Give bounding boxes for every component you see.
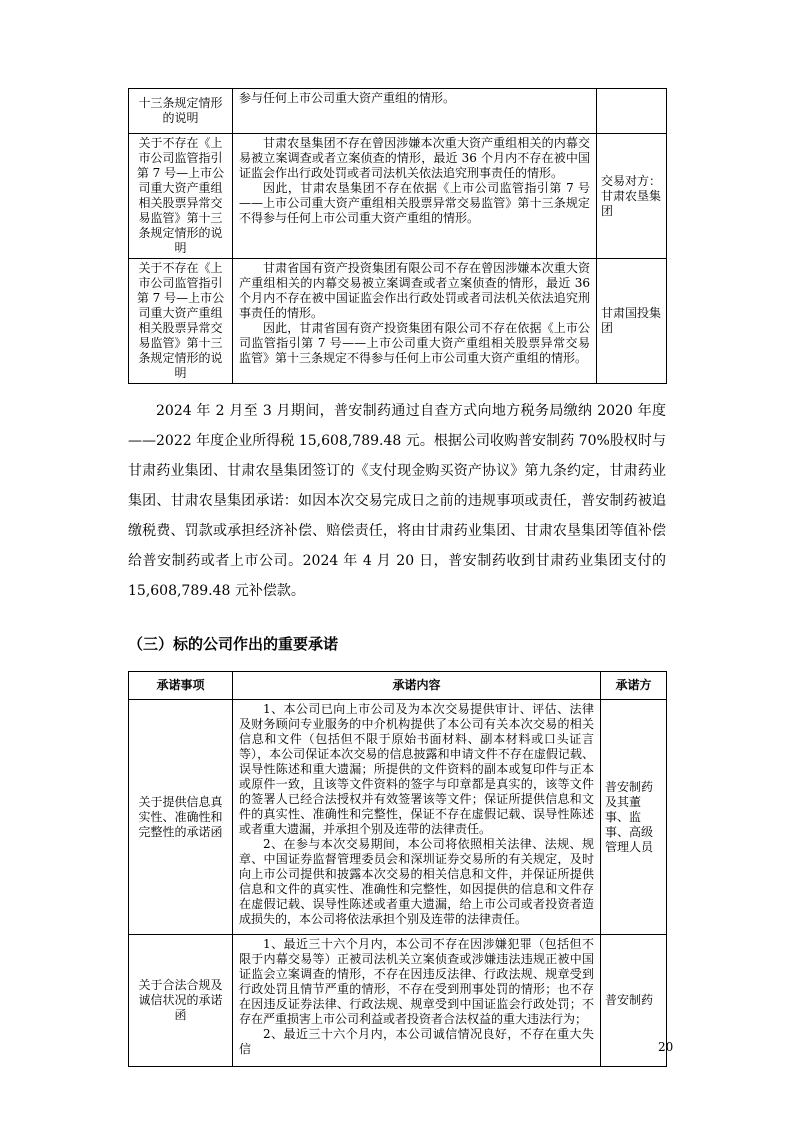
target-company-commitments-table bbox=[128, 671, 667, 1067]
commitment-party-cell bbox=[601, 700, 667, 935]
commitment-party-label: 普安制药 bbox=[605, 993, 654, 1007]
commitment-paragraph: 甘肃农垦集团不存在曾因涉嫌本次重大资产重组相关的内幕交易被立案调查或者立案侦查的情形，最近 36 个月内不存在被中国证监会作出行政处罚或者司法机关依法追究刑事责任的情形。 bbox=[239, 136, 590, 180]
commitment-paragraph: 因此，甘肃农垦集团不存在依据《上市公司监管指引第 7 号——上市公司重大资产重组相关股票异常交易监管》第十三条规定不得参与任何上市公司重大资产重组的情形。 bbox=[239, 181, 590, 225]
table-row bbox=[129, 259, 667, 384]
commitment-party-cell bbox=[601, 935, 667, 1067]
commitment-party-cell bbox=[597, 134, 667, 259]
commitment-paragraph: 因此，甘肃省国有资产投资集团有限公司不存在依据《上市公司监管指引第 7 号——上市公司重大资产重组相关股票异常交易监管》第十三条规定不得参与任何上市公司重大资产重组的情形。 bbox=[239, 321, 590, 365]
commitment-item-label: 十三条规定情形的说明 bbox=[138, 96, 223, 125]
commitment-party-label: 甘肃国投集团 bbox=[601, 306, 662, 335]
header-commitment-content: 承诺内容 bbox=[233, 672, 601, 700]
commitment-paragraph: 2、在参与本次交易期间，本公司将依照相关法律、法规、规章、中国证券监督管理委员会和深圳证券交易所的有关规定，及时向上市公司提供和披露本次交易的相关信息和文件，并保证所提供信息和文件的真实性、准确性和完整性，如因提供的信息和文件存在虚假记载、误导性陈述或者重大遗漏，给上市公司或者投资者造成损失的，本公司将依法承担个别及连带的法律责任。 bbox=[239, 837, 594, 926]
commitment-content-cell bbox=[233, 89, 597, 134]
commitment-party-cell bbox=[597, 259, 667, 384]
commitment-party-label: 交易对方：甘肃农垦集团 bbox=[601, 173, 662, 218]
page-number: 20 bbox=[658, 1040, 674, 1054]
commitment-content-cell bbox=[233, 134, 597, 259]
commitment-item-label: 关于不存在《上市公司监管指引第 7 号—上市公司重大资产重组相关股票异常交易监管》第十三条规定情形的说明 bbox=[136, 136, 225, 255]
commitment-item-cell bbox=[129, 700, 233, 935]
tax-compensation-paragraph: 2024 年 2 月至 3 月期间，普安制药通过自查方式向地方税务局缴纳 2020 年度——2022 年度企业所得税 15,608,789.48 元。根据公司收购普安制药 70%股权时与甘肃药业集团、甘肃农垦集团签订的《支付现金购买资产协议》第九条约定，甘肃药业集团、甘肃农垦集团承诺：如因本次交易完成日之前的违规事项或责任，普安制药被追缴税费、罚款或承担经济补偿、赔偿责任，将由甘肃药业集团、甘肃农垦集团等值补偿给普安制药或者上市公司。2024 年 4 月 20 日，普安制药收到甘肃药业集团支付的 15,608,789.48 元补偿款。 bbox=[128, 403, 666, 599]
commitment-item-label: 关于提供信息真实性、准确性和完整性的承诺函 bbox=[138, 794, 223, 839]
commitment-content-cell bbox=[233, 935, 601, 1067]
table-row bbox=[129, 134, 667, 259]
header-commitment-party: 承诺方 bbox=[601, 672, 667, 700]
commitment-party-cell bbox=[597, 89, 667, 134]
commitment-content-cell bbox=[233, 259, 597, 384]
commitment-item-cell bbox=[129, 259, 233, 384]
commitment-paragraph: 1、本公司已向上市公司及为本次交易提供审计、评估、法律及财务顾问专业服务的中介机构提供了本公司有关本次交易的相关信息和文件（包括但不限于原始书面材料、副本材料或口头证言等），本公司保证本次交易的信息披露和申请文件不存在虚假记载、误导性陈述和重大遗漏；所提供的文件资料的副本或复印件与正本或原件一致，且该等文件资料的签字与印章都是真实的，该等文件的签署人已经合法授权并有效签署该等文件；保证所提供信息和文件的真实性、准确性和完整性，保证不存在虚假记载、误导性陈述或者重大遗漏，并承担个别及连带的法律责任。 bbox=[239, 702, 594, 836]
commitment-item-label: 关于合法合规及诚信状况的承诺函 bbox=[138, 978, 223, 1022]
table-header-row bbox=[129, 672, 667, 700]
header-commitment-item: 承诺事项 bbox=[129, 672, 233, 700]
table-row bbox=[129, 935, 667, 1067]
commitment-paragraph: 甘肃省国有资产投资集团有限公司不存在曾因涉嫌本次重大资产重组相关的内幕交易被立案调查或者立案侦查的情形，最近 36 个月内不存在被中国证监会作出行政处罚或者司法机关依法追究刑事责任的情形。 bbox=[239, 261, 590, 320]
commitment-content-cell bbox=[233, 700, 601, 935]
section-heading: （三）标的公司作出的重要承诺 bbox=[128, 635, 339, 653]
commitment-paragraph: 1、最近三十六个月内，本公司不存在因涉嫌犯罪（包括但不限于内幕交易等）正被司法机关立案侦查或涉嫌违法违规正被中国证监会立案调查的情形，不存在因违反法律、行政法规、规章受到行政处罚且情节严重的情形，不存在受到刑事处罚的情形；也不存在因违反证券法律、行政法规、规章受到中国证监会行政处罚；不存在严重损害上市公司利益或者投资者合法权益的重大违法行为； bbox=[239, 937, 594, 1026]
table-row bbox=[129, 89, 667, 134]
commitment-item-label: 关于不存在《上市公司监管指引第 7 号—上市公司重大资产重组相关股票异常交易监管》第十三条规定情形的说明 bbox=[136, 261, 225, 380]
commitment-item-cell bbox=[129, 89, 233, 134]
commitment-party-label: 普安制药及其董事、监事、高级管理人员 bbox=[605, 779, 654, 854]
commitment-item-cell bbox=[129, 935, 233, 1067]
table-row bbox=[129, 700, 667, 935]
commitment-paragraph: 参与任何上市公司重大资产重组的情形。 bbox=[239, 91, 456, 105]
counterparty-commitments-table bbox=[128, 88, 667, 384]
commitment-paragraph: 2、最近三十六个月内，本公司诚信情况良好，不存在重大失信 bbox=[239, 1027, 594, 1056]
commitment-item-cell bbox=[129, 134, 233, 259]
